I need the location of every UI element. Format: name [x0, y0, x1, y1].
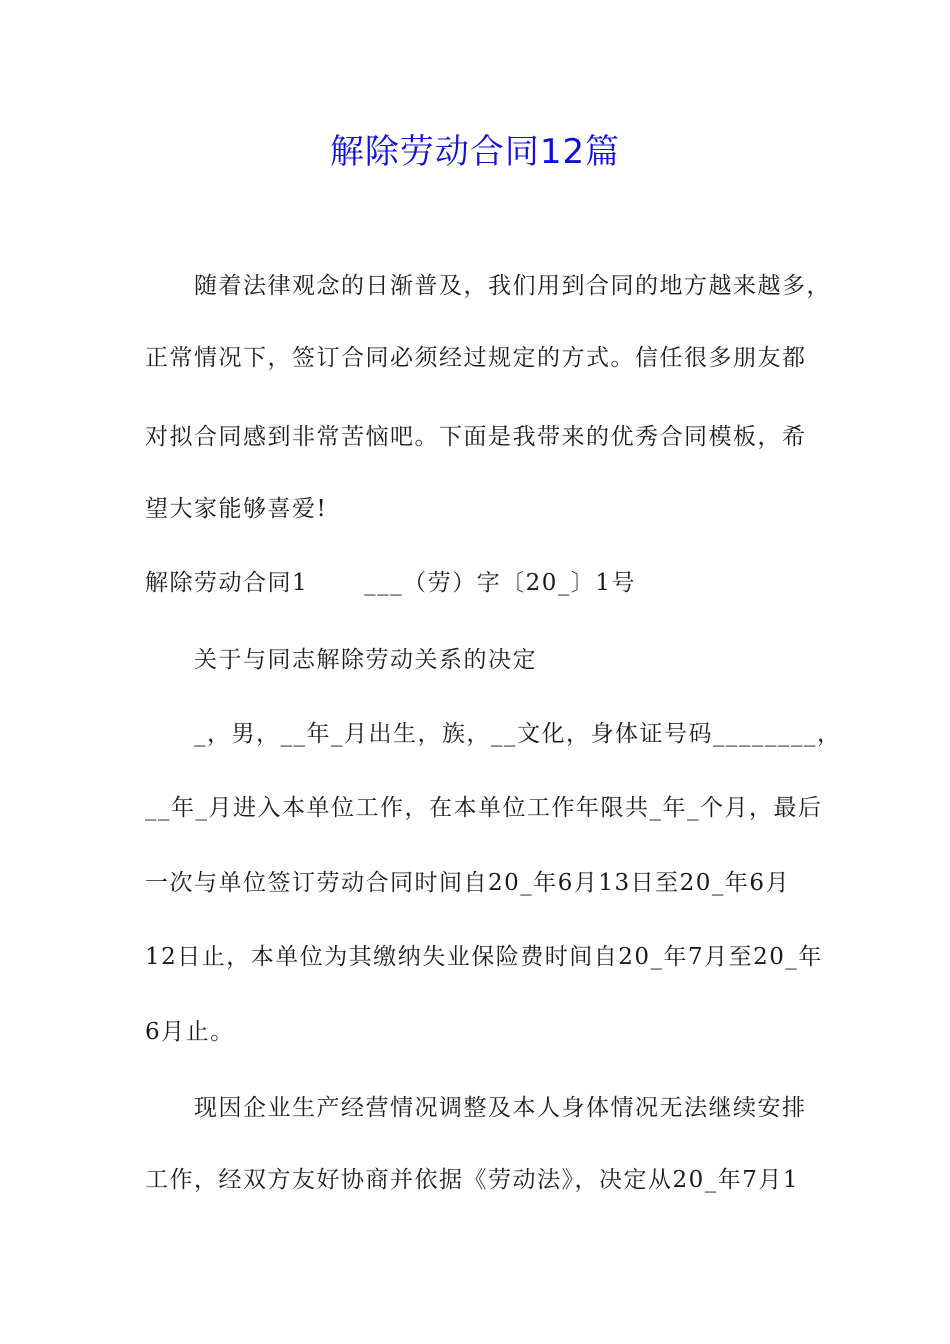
intro-line-1: 随着法律观念的日渐普及，我们用到合同的地方越来越多， [194, 273, 831, 299]
intro-line-2: 正常情况下，签订合同必须经过规定的方式。信任很多朋友都 [145, 345, 807, 371]
intro-line-3: 对拟合同感到非常苦恼吧。下面是我带来的优秀合同模板，希 [145, 424, 807, 450]
body-line-4: 12日止，本单位为其缴纳失业保险费时间自20_年7月至20_年 [145, 944, 823, 970]
intro-line-4: 望大家能够喜爱! [145, 496, 328, 522]
body-line-3: 一次与单位签订劳动合同时间自20_年6月13日至20_年6月 [145, 870, 791, 896]
body-line-5: 6月止。 [145, 1019, 235, 1045]
body-line-1: _，男，__年_月出生，族，__文化，身体证号码________， [194, 721, 842, 747]
section-heading: 解除劳动合同1 [145, 570, 309, 596]
closing-line-2: 工作，经双方友好协商并依据《劳动法》，决定从20_年7月1 [145, 1167, 800, 1193]
body-line-2: __年_月进入本单位工作，在本单位工作年限共_年_个月，最后 [145, 795, 823, 821]
doc-number: ___（劳）字〔20_〕1号 [364, 570, 637, 596]
section-heading-row [145, 567, 825, 599]
decision-title: 关于与同志解除劳动关系的决定 [194, 647, 537, 673]
document-title: 解除劳动合同12篇 [329, 132, 621, 172]
closing-line-1: 现因企业生产经营情况调整及本人身体情况无法继续安排 [194, 1095, 807, 1121]
